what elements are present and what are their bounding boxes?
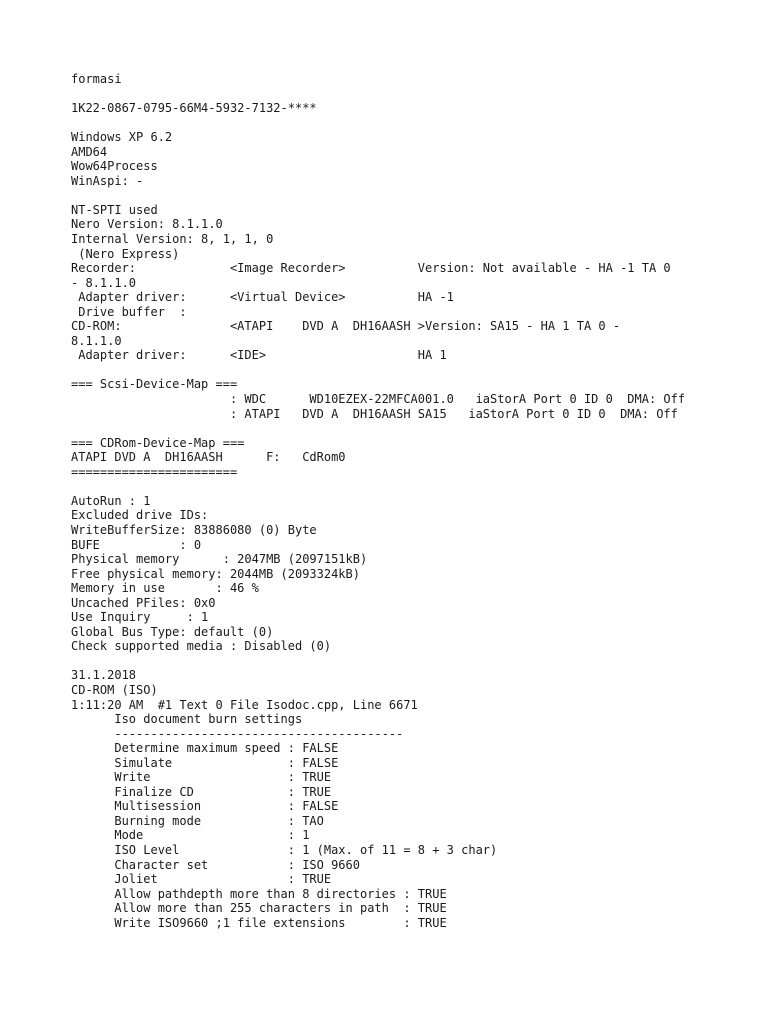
system-info-block: Windows XP 6.2 AMD64 Wow64Process WinAspi: - xyxy=(71,130,173,188)
cdrom-device-map: === CDRom-Device-Map === ATAPI DVD A DH16AASH F: CdRom0 ======================= xyxy=(71,435,346,479)
serial-number: 1K22-0867-0795-66M4-5932-7132-**** xyxy=(71,101,317,116)
document-title: formasi xyxy=(71,72,122,86)
settings-block: AutoRun : 1 Excluded drive IDs: WriteBufferSize: 83886080 (0) Byte BUFE : 0 Physical memory : 2047MB (2097151kB) Free physical memory: 2044MB (2093324kB) Memory in use : 46 % Uncached PFiles: 0x0 Use Inquiry : 1 Global Bus Type: default (0) Check supported media : Disabled (0) xyxy=(71,493,368,654)
nero-info-block: NT-SPTI used Nero Version: 8.1.1.0 Internal Version: 8, 1, 1, 0 (Nero Express) Recorder: <Image Recorder> Version: Not available - HA -1 TA 0 - 8.1.1.0 Adapter driver: <Virtual Device> HA -1 Drive buffer : CD-ROM: <ATAPI DVD A DH16AASH >Version: SA15 - HA 1 TA 0 - 8.1.1.0 Adapter driver: <IDE> HA 1 xyxy=(71,202,671,363)
document-page xyxy=(71,72,761,930)
scsi-device-map: === Scsi-Device-Map === : WDC WD10EZEX-22MFCA001.0 iaStorA Port 0 ID 0 DMA: Off : ATAPI DVD A DH16AASH SA15 iaStorA Port 0 ID 0 DMA: Off xyxy=(71,377,686,421)
burn-log-block: 31.1.2018 CD-ROM (ISO) 1:11:20 AM #1 Text 0 File Isodoc.cpp, Line 6671 Iso document burn settings ---------------------------------------- Determine maximum speed : FALSE Simulate : FALSE Write : TRUE Finalize CD : TRUE Multisession : FALSE Burning mode : TAO Mode : 1 ISO Level : 1 (Max. of 11 = 8 + 3 char) Character set : ISO 9660 Joliet : TRUE Allow pathdepth more than 8 directories : TRUE Allow more than 255 characters in path : TRUE Write ISO9660 ;1 file extensions : TRUE xyxy=(71,668,498,930)
